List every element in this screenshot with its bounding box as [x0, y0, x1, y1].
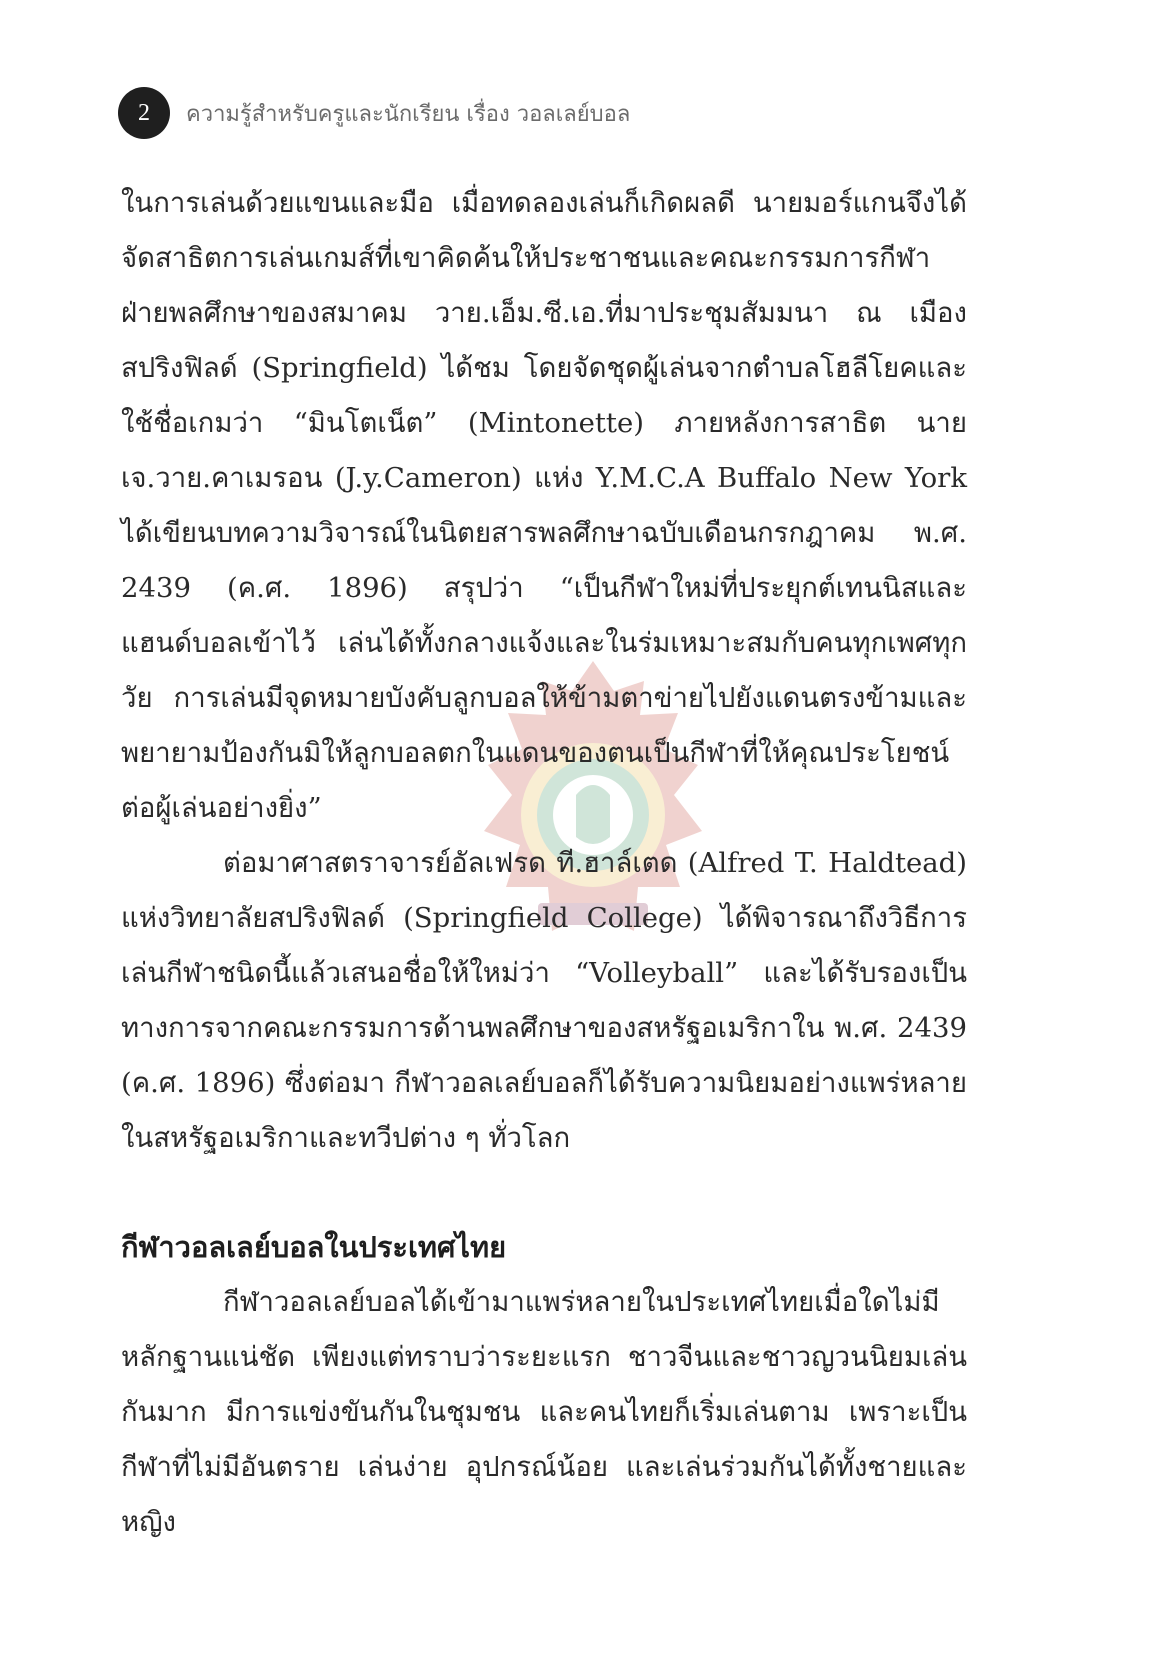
page-content — [121, 176, 967, 1550]
running-title: ความรู้สำหรับครูและนักเรียน เรื่อง วอลเลย์บอล — [186, 101, 631, 127]
body-paragraph-2: ต่อมาศาสตราจารย์อัลเฟรด ที.ฮาล์เตด (Alfred T. Haldtead) แห่งวิทยาลัยสปริงฟิลด์ (Springfield College) ได้พิจารณาถึงวิธีการเล่นกีฬาชนิดนี้แล้วเสนอชื่อให้ใหม่ว่า “Volleyball” และได้รับรองเป็นทางการจากคณะกรรมการด้านพลศึกษาของสหรัฐอเมริกาใน พ.ศ. 2439 (ค.ศ. 1896) ซึ่งต่อมา กีฬาวอลเลย์บอลก็ได้รับความนิยมอย่างแพร่หลายในสหรัฐอเมริกาและทวีปต่าง ๆ ทั่วโลก — [121, 847, 967, 1154]
body-paragraph-3: กีฬาวอลเลย์บอลได้เข้ามาแพร่หลายในประเทศไทยเมื่อใดไม่มีหลักฐานแน่ชัด เพียงแต่ทราบว่าระยะแรก ชาวจีนและชาวญวนนิยมเล่นกันมาก มีการแข่งขันกันในชุมชน และคนไทยก็เริ่มเล่นตาม เพราะเป็นกีฬาที่ไม่มีอันตราย เล่นง่าย อุปกรณ์น้อย และเล่นร่วมกันได้ทั้งชายและหญิง — [121, 1286, 967, 1538]
body-paragraph-1: ในการเล่นด้วยแขนและมือ เมื่อทดลองเล่นก็เกิดผลดี นายมอร์แกนจึงได้จัดสาธิตการเล่นเกมส์ที่เขาคิดค้นให้ประชาชนและคณะกรรมการกีฬาฝ่ายพลศึกษาของสมาคม วาย.เอ็ม.ซี.เอ.ที่มาประชุมสัมมนา ณ เมืองสปริงฟิลด์ (Springfield) ได้ชม โดยจัดชุดผู้เล่นจากตำบลโฮลีโยคและใช้ชื่อเกมว่า “มินโตเน็ต” (Mintonette) ภายหลังการสาธิต นายเจ.วาย.คาเมรอน (J.y.Cameron) แห่ง Y.M.C.A Buffalo New York ได้เขียนบทความวิจารณ์ในนิตยสารพลศึกษาฉบับเดือนกรกฎาคม พ.ศ. 2439 (ค.ศ. 1896) สรุปว่า “เป็นกีฬาใหม่ที่ประยุกต์เทนนิสและแฮนด์บอลเข้าไว้ เล่นได้ทั้งกลางแจ้งและในร่มเหมาะสมกับคนทุกเพศทุกวัย การเล่นมีจุดหมายบังคับลูกบอลให้ข้ามตาข่ายไปยังแดนตรงข้ามและพยายามป้องกันมิให้ลูกบอลตกในแดนของตนเป็นกีฬาที่ให้คุณประโยชน์ต่อผู้เล่นอย่างยิ่ง” — [121, 187, 967, 824]
section-heading: กีฬาวอลเลย์บอลในประเทศไทย — [121, 1230, 507, 1264]
page-header — [118, 87, 630, 139]
page-number-badge: 2 — [118, 87, 170, 139]
